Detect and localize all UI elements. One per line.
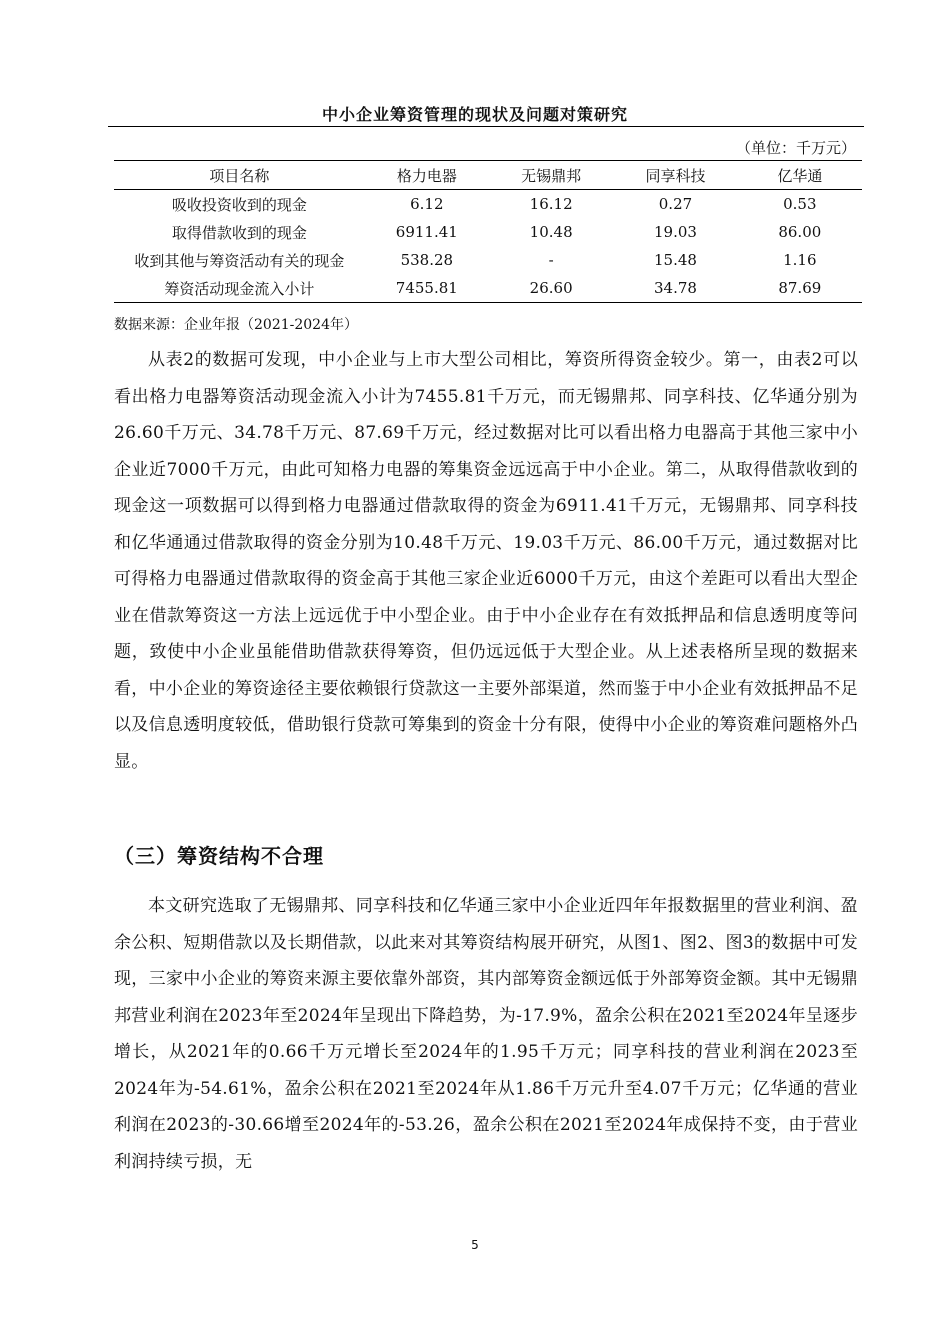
table-cell: 10.48 bbox=[529, 223, 573, 241]
column-header: 格力电器 bbox=[365, 161, 489, 190]
table-unit: （单位：千万元） bbox=[735, 139, 856, 157]
table-cell: 取得借款收到的现金 bbox=[171, 223, 307, 242]
column-header: 亿华通 bbox=[738, 161, 862, 190]
table-cell: 87.69 bbox=[738, 274, 862, 303]
table-cell: 26.60 bbox=[489, 274, 613, 303]
table-cell: 筹资活动现金流入小计 bbox=[114, 274, 365, 303]
header-rule bbox=[108, 126, 864, 127]
table-row bbox=[114, 218, 862, 246]
table-cell: 0.27 bbox=[658, 195, 693, 213]
table-cell: 7455.81 bbox=[365, 274, 489, 303]
table-cell: 收到其他与筹资活动有关的现金 bbox=[134, 251, 345, 270]
table-cell: 1.16 bbox=[783, 251, 817, 269]
table-cell: 6.12 bbox=[410, 195, 444, 213]
column-header: 无锡鼎邦 bbox=[489, 161, 613, 190]
table-cell: 15.48 bbox=[654, 251, 697, 269]
table-cell: - bbox=[548, 251, 554, 269]
column-header: 项目名称 bbox=[114, 161, 365, 190]
table-row bbox=[114, 190, 862, 219]
financing-cashflow-table bbox=[114, 160, 862, 303]
table-row bbox=[114, 246, 862, 274]
table-cell: 538.28 bbox=[400, 251, 454, 269]
body-paragraph: 从表2的数据可发现，中小企业与上市大型公司相比，筹资所得资金较少。第一，由表2可以看出格力电器筹资活动现金流入小计为7455.81千万元，而无锡鼎邦、同享科技、亿华通分别为26.60千万元、34.78千万元、87.69千万元，经过数据对比可以看出格力电器高于其他三家中小企业近7000千万元，由此可知格力电器的筹集资金远远高于中小企业。第二，从取得借款收到的现金这一项数据可以得到格力电器通过借款取得的资金为6911.41千万元，无锡鼎邦、同享科技和亿华通通过借款取得的资金分别为10.48千万元、19.03千万元、86.00千万元，通过数据对比可得格力电器通过借款取得的资金高于其他三家企业近6000千万元，由这个差距可以看出大型企业在借款筹资这一方法上远远优于中小型企业。由于中小企业存在有效抵押品和信息透明度等问题，致使中小企业虽能借助借款获得筹资，但仍远远低于大型企业。从上述表格所呈现的数据来看，中小企业的筹资途径主要依赖银行贷款这一主要外部渠道，然而鉴于中小企业有效抵押品不足以及信息透明度较低，借助银行贷款可筹集到的资金十分有限，使得中小企业的筹资难问题格外凸显。 bbox=[114, 350, 858, 772]
table-header-row bbox=[114, 161, 862, 190]
table-cell: 0.53 bbox=[783, 195, 817, 213]
table-cell: 6911.41 bbox=[395, 223, 458, 241]
table-cell: 16.12 bbox=[529, 195, 573, 213]
section-heading: （三）筹资结构不合理 bbox=[114, 844, 324, 868]
table-cell: 吸收投资收到的现金 bbox=[171, 195, 307, 214]
body-paragraph: 本文研究选取了无锡鼎邦、同享科技和亿华通三家中小企业近四年年报数据里的营业利润、盈余公积、短期借款以及长期借款，以此来对其筹资结构展开研究，从图1、图2、图3的数据中可发现，三家中小企业的筹资来源主要依靠外部资，其内部筹资金额远低于外部筹资金额。其中无锡鼎邦营业利润在2023年至2024年呈现出下降趋势，为-17.9%，盈余公积在2021至2024年呈逐步增长，从2021年的0.66千万元增长至2024年的1.95千万元；同享科技的营业利润在2023至2024年为-54.61%，盈余公积在2021至2024年从1.86千万元升至4.07千万元；亿华通的营业利润在2023的-30.66增至2024年的-53.26，盈余公积在2021至2024年成保持不变，由于营业利润持续亏损，无 bbox=[114, 896, 858, 1172]
table-cell: 19.03 bbox=[654, 223, 697, 241]
page-number: 5 bbox=[471, 1238, 479, 1252]
running-header-title: 中小企业筹资管理的现状及问题对策研究 bbox=[321, 105, 628, 124]
table-cell: 86.00 bbox=[778, 223, 822, 241]
table-source-note: 数据来源：企业年报（2021-2024年） bbox=[114, 317, 358, 333]
column-header: 同享科技 bbox=[613, 161, 737, 190]
table-cell: 34.78 bbox=[613, 274, 737, 303]
table-row bbox=[114, 274, 862, 303]
